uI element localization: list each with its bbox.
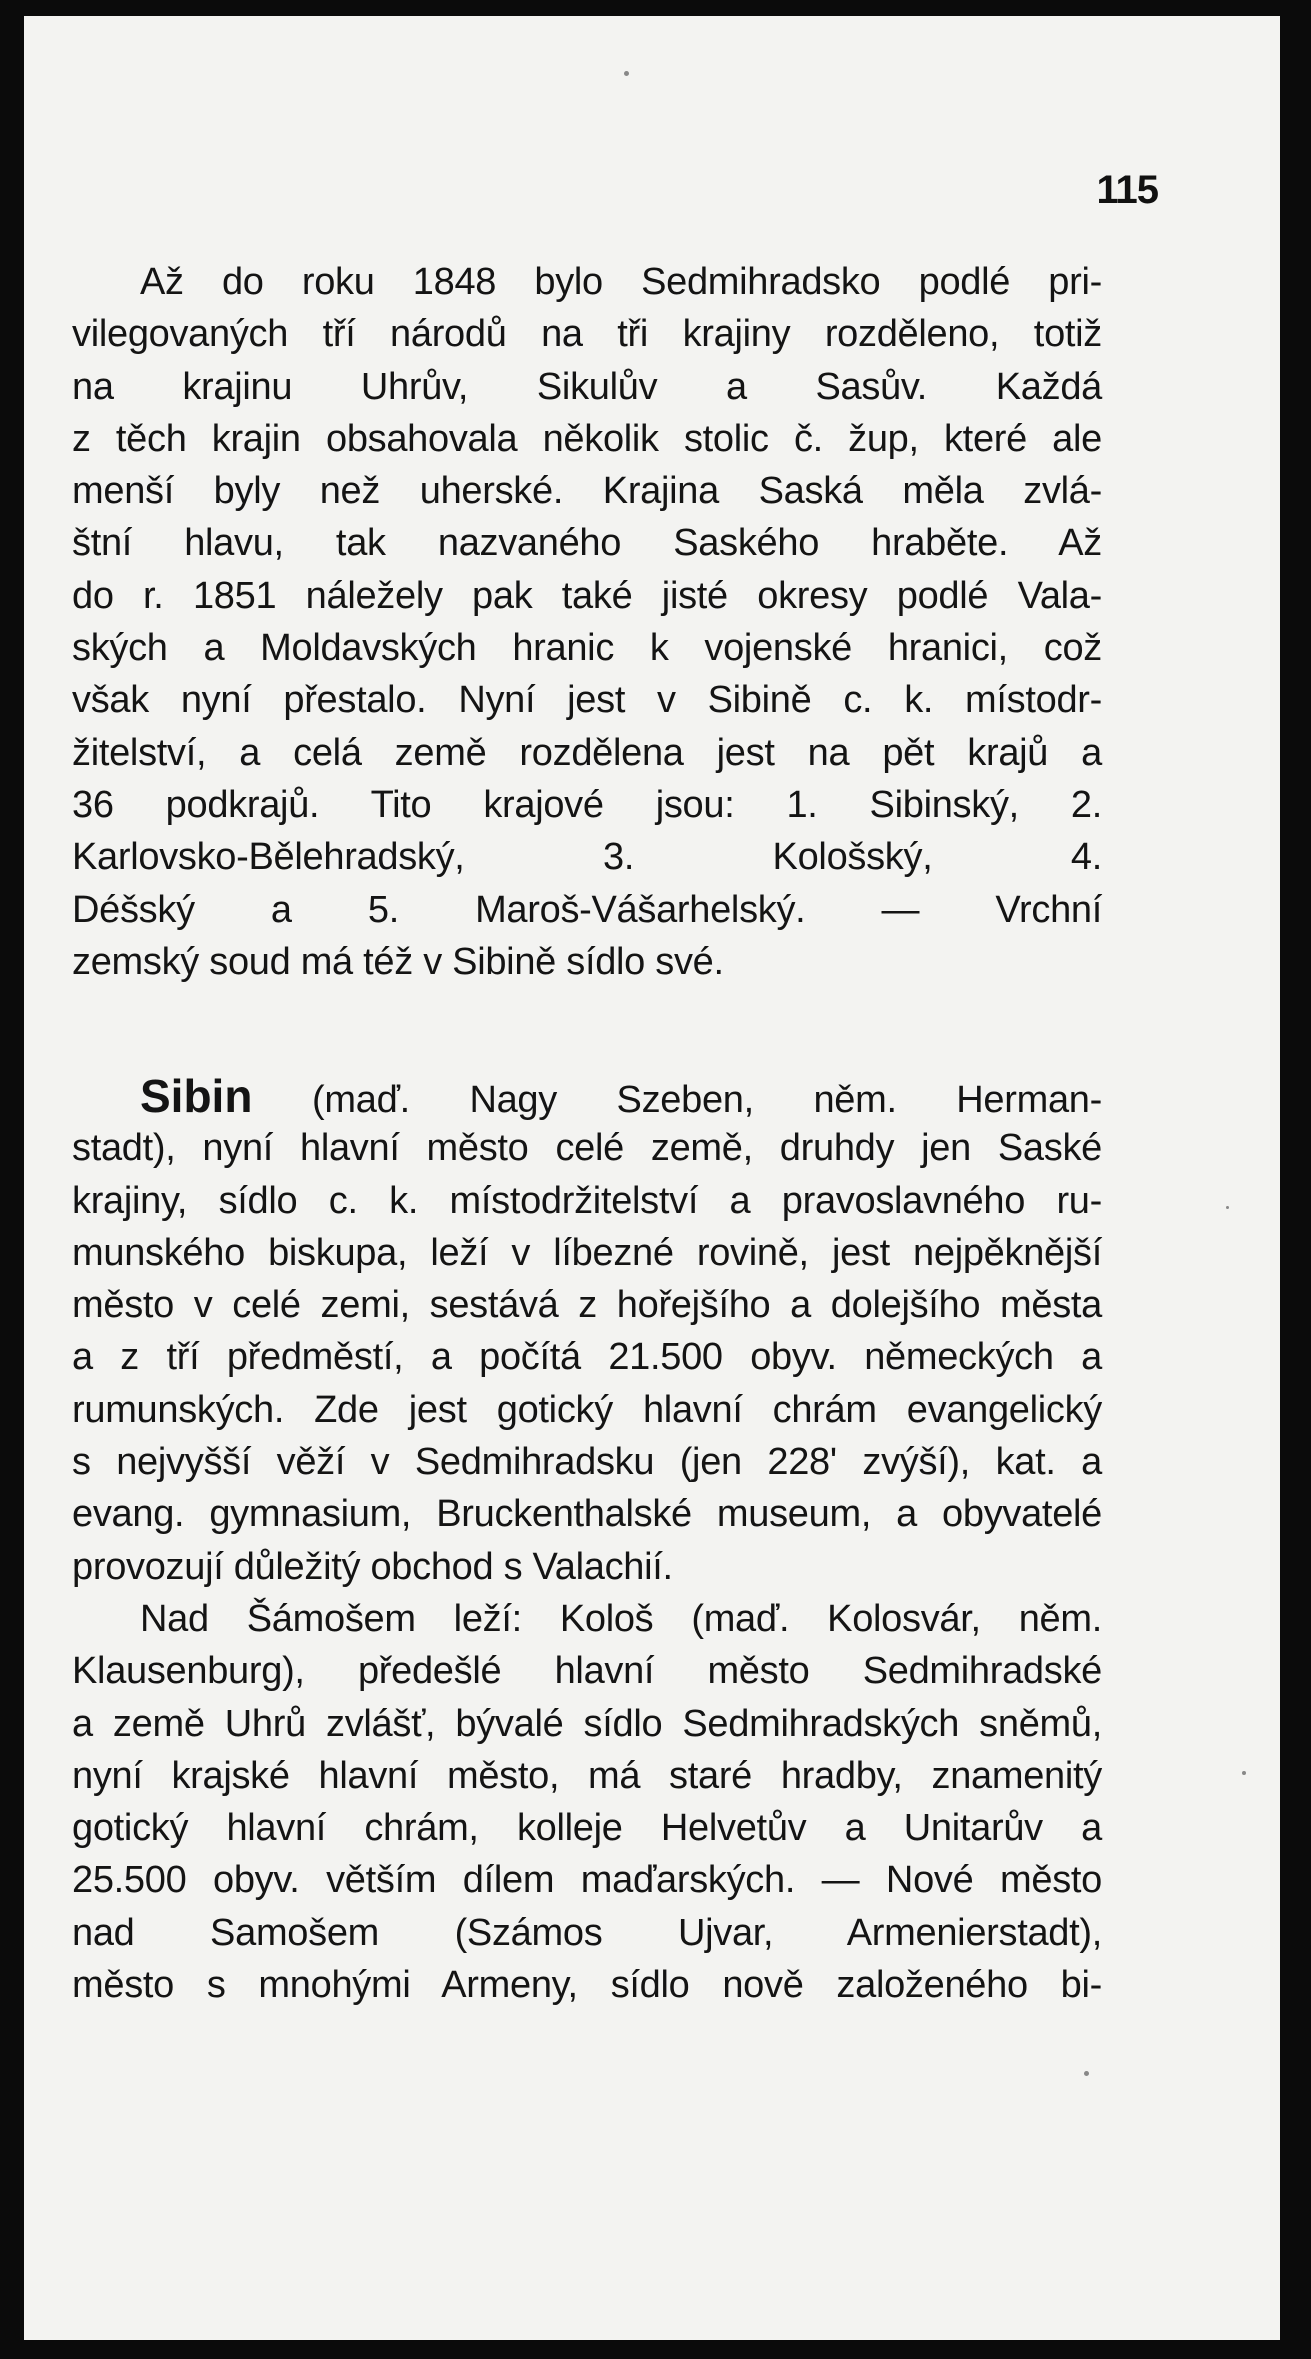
place-heading-sibin: Sibin [140, 1070, 253, 1122]
text-line: Klausenburg), předešlé hlavní město Sedmihradské [72, 1650, 1102, 1693]
text-line: Nad Šámošem leží: Kološ (maď. Kolosvár, něm. [140, 1597, 1102, 1640]
text-line: z těch krajin obsahovala několik stolic č. žup, které ale [72, 417, 1102, 460]
text-line: 25.500 obyv. větším dílem maďarských. — Nové město [72, 1859, 1102, 1902]
text-line: s nejvyšší věží v Sedmihradsku (jen 228' zvýší), kat. a [72, 1441, 1102, 1484]
text-line: provozují důležitý obchod s Valachií. [72, 1545, 673, 1588]
text-line: město s mnohými Armeny, sídlo nově založeného bi- [72, 1964, 1102, 2007]
text-line: na krajinu Uhrův, Sikulův a Sasův. Každá [72, 365, 1102, 408]
text-line: žitelství, a celá země rozdělena jest na pět krajů a [72, 731, 1102, 774]
paper-speck [1242, 1771, 1246, 1775]
text-line-heading [72, 1070, 1102, 1122]
paragraph-sibin [72, 1070, 1102, 2011]
text-line: nyní krajské hlavní město, má staré hradby, znamenitý [72, 1754, 1102, 1797]
text-line: stadt), nyní hlavní město celé země, druhdy jen Saské [72, 1127, 1102, 1170]
text-line: Déšský a 5. Maroš-Vášarhelský. — Vrchní [72, 888, 1102, 931]
paper-speck [1084, 2071, 1089, 2076]
text-line: město v celé zemi, sestává z hořejšího a dolejšího města [72, 1284, 1102, 1327]
text-fragment: (maď. Nagy Szeben, něm. Herman- [312, 1079, 1102, 1121]
text-line: munského biskupa, leží v líbezné rovině, jest nejpěknější [72, 1231, 1102, 1274]
text-line: a země Uhrů zvlášť, bývalé sídlo Sedmihradských sněmů, [72, 1702, 1102, 1745]
text-line: evang. gymnasium, Bruckenthalské museum, a obyvatelé [72, 1493, 1102, 1536]
paper-speck [624, 71, 629, 76]
text-line: rumunských. Zde jest gotický hlavní chrám evangelický [72, 1388, 1102, 1431]
text-line: však nyní přestalo. Nyní jest v Sibině c. k. místodr- [72, 679, 1102, 722]
text-line: do r. 1851 náležely pak také jisté okresy podlé Vala- [72, 574, 1102, 617]
text-line: a z tří předměstí, a počítá 21.500 obyv. německých a [72, 1336, 1102, 1379]
text-line: nad Samošem (Számos Ujvar, Armenierstadt), [72, 1911, 1102, 1954]
text-line: štní hlavu, tak nazvaného Saského hraběte. Až [72, 522, 1102, 565]
text-line: krajiny, sídlo c. k. místodržitelství a pravoslavného ru- [72, 1179, 1102, 1222]
text-line: Až do roku 1848 bylo Sedmihradsko podlé pri- [140, 261, 1102, 303]
text-line: zemský soud má též v Sibině sídlo své. [72, 940, 724, 983]
text-line: menší byly než uherské. Krajina Saská měla zvlá- [72, 470, 1102, 513]
text-line: vilegovaných tří národů na tři krajiny rozděleno, totiž [72, 313, 1102, 356]
book-page [24, 16, 1280, 2340]
text-line: 36 podkrajů. Tito krajové jsou: 1. Sibinský, 2. [72, 783, 1102, 826]
paper-speck [1226, 1206, 1229, 1209]
page-number: 115 [1096, 168, 1158, 212]
text-line: Karlovsko-Bělehradský, 3. Kološský, 4. [72, 836, 1102, 879]
paragraph-administrative-division [72, 256, 1102, 988]
text-line: ských a Moldavských hranic k vojenské hranici, což [72, 627, 1102, 670]
text-line: gotický hlavní chrám, kolleje Helvetův a Unitarův a [72, 1807, 1102, 1850]
